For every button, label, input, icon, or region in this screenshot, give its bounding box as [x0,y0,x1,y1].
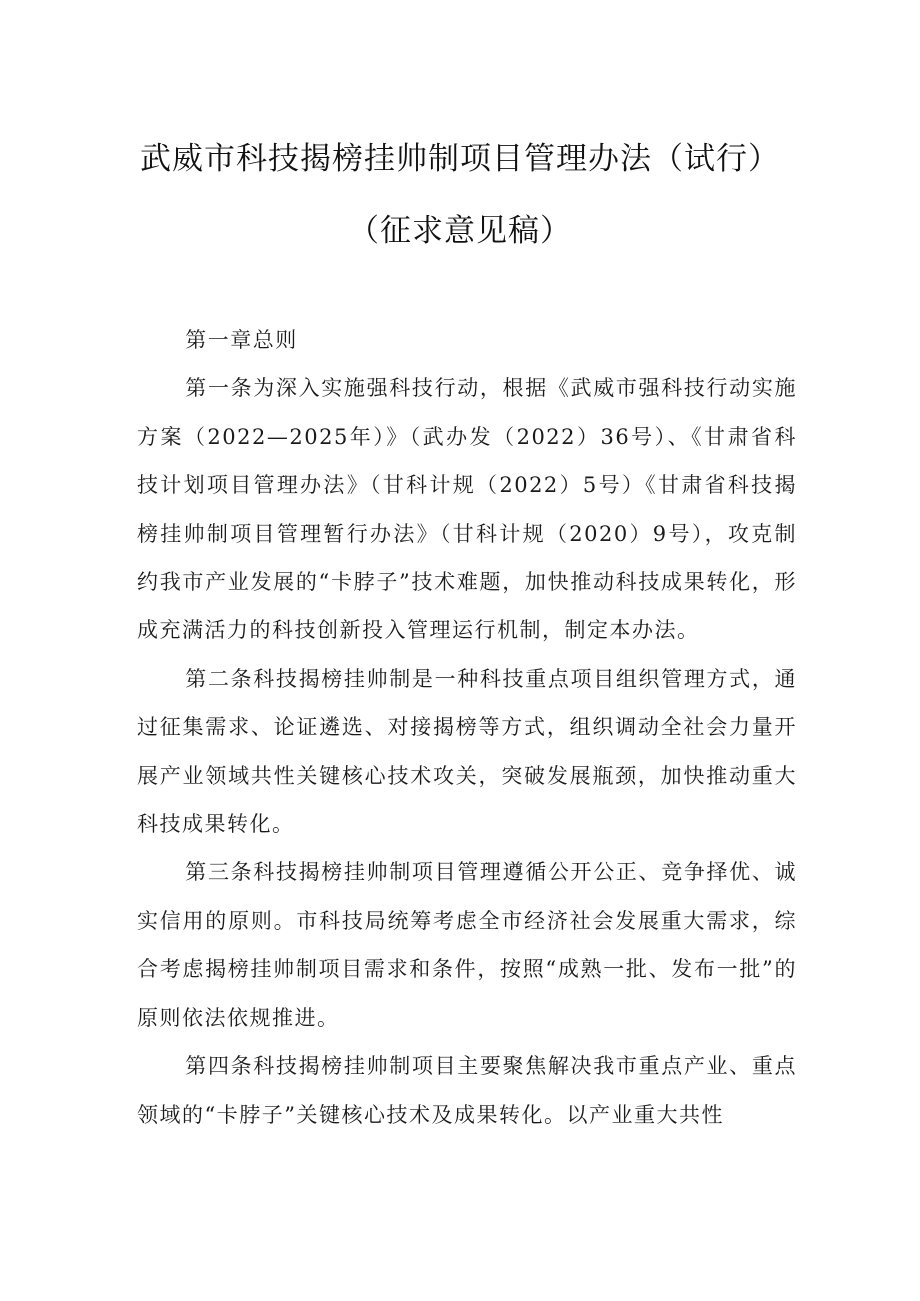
article-2-paragraph: 第二条科技揭榜挂帅制是一种科技重点项目组织管理方式，通过征集需求、论证遴选、对接揭榜等方式，组织调动全社会力量开展产业领域共性关键核心技术攻关，突破发展瓶颈，加快推动重大科技成果转化。 [137,666,797,837]
chapter-heading: 第一章总则 [185,328,298,352]
article-3-paragraph: 第三条科技揭榜挂帅制项目管理遵循公开公正、竞争择优、诚实信用的原则。市科技局统筹考虑全市经济社会发展重大需求，综合考虑揭榜挂帅制项目需求和条件，按照“成熟一批、发布一批”的原则依法依规推进。 [137,860,797,1030]
document-body [137,316,797,1139]
document-title: 武威市科技揭榜挂帅制项目管理办法（试行） [140,141,780,177]
article-4-paragraph: 第四条科技揭榜挂帅制项目主要聚焦解决我市重点产业、重点领域的“卡脖子”关键核心技术及成果转化。以产业重大共性 [137,1054,797,1127]
article-1-paragraph: 第一条为深入实施强科技行动，根据《武威市强科技行动实施方案（2022—2025年）》（武办发（2022）36号）、《甘肃省科技计划项目管理办法》（甘科计规（2022）5号）《甘肃省科技揭榜挂帅制项目管理暂行办法》（甘科计规（2020）9号），攻克制约我市产业发展的“卡脖子”技术难题，加快推动科技成果转化，形成充满活力的科技创新投入管理运行机制，制定本办法。 [137,376,797,643]
document-subtitle: （征求意见稿） [348,213,572,249]
